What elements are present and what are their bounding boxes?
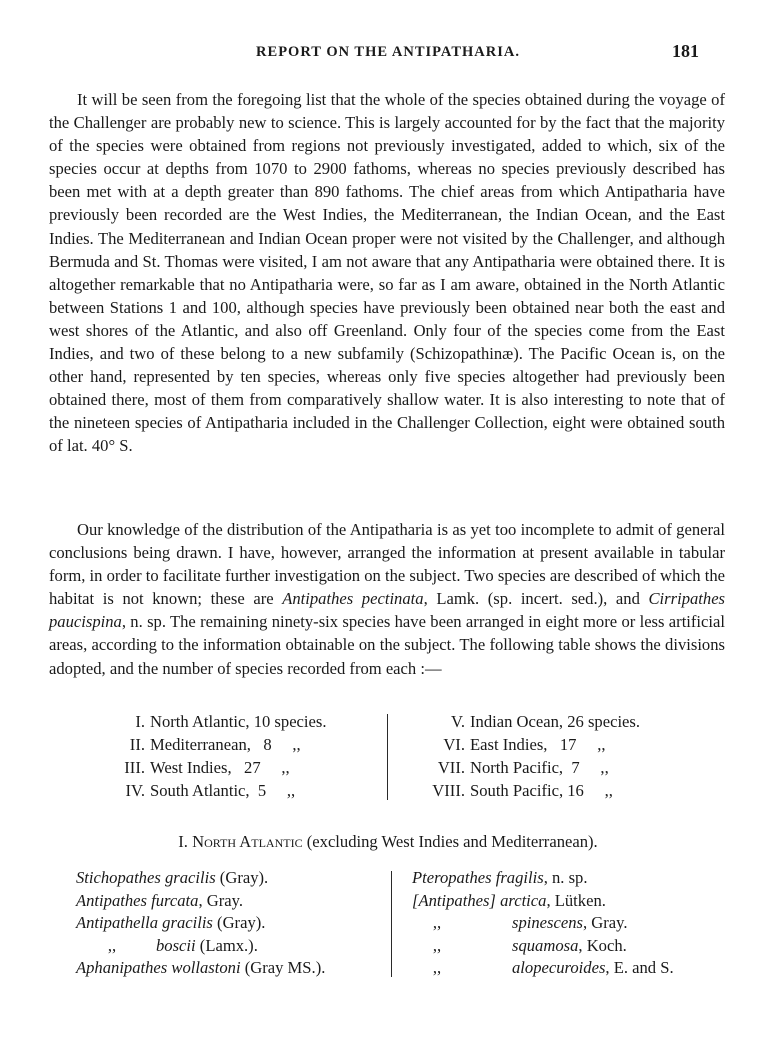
species-name: Pteropathes fragilis: [412, 868, 544, 887]
running-title: REPORT ON THE ANTIPATHARIA.: [256, 44, 520, 60]
species-authority: (Gray).: [212, 913, 266, 932]
page-number: 181: [672, 41, 699, 61]
species-right-column: [412, 867, 742, 980]
species-row: [412, 867, 742, 890]
species-row: [76, 890, 376, 913]
species-row: [76, 867, 376, 890]
paragraph-2-text-e: , n. sp. The remaining ninety-six species have been arranged in eight more or less artificial areas, according to the information obtainable on the subject. The following table shows the divisions adopted, and the number of species recorded from each :—: [49, 612, 725, 678]
species-authority: , n. sp.: [543, 868, 588, 887]
species-name: Stichopathes gracilis: [76, 868, 216, 887]
division-row: [400, 756, 680, 779]
division-row: [400, 779, 680, 802]
species-authority: , Lütken.: [546, 890, 606, 910]
species-row: [76, 912, 376, 935]
species-left-column: [76, 867, 376, 980]
species-name: Aphanipathes wollastoni: [76, 958, 241, 977]
ditto-mark: ,,: [107, 935, 117, 955]
species-name-antipathes-pectinata: Antipathes pectinata: [282, 589, 424, 609]
section-name: North Atlantic: [192, 832, 303, 851]
species-authority: (Lamx.).: [195, 935, 258, 955]
division-text: Indian Ocean, 26 species.: [470, 712, 641, 731]
division-text: East Indies, 17 ,,: [470, 735, 606, 754]
division-text: North Atlantic, 10 species.: [150, 712, 327, 731]
species-name: arctica: [500, 890, 547, 910]
species-row: [412, 957, 742, 980]
division-text: South Atlantic, 5 ,,: [150, 781, 296, 800]
division-row: [80, 733, 380, 756]
division-numeral: VI.: [443, 735, 465, 754]
species-row: [76, 935, 376, 958]
divisions-table: [0, 710, 776, 802]
paragraph-2-text-c: , Lamk. (sp. incert. sed.), and: [423, 589, 649, 609]
species-row: [412, 935, 742, 958]
section-numeral: I.: [178, 832, 188, 851]
species-name: Antipathella gracilis: [76, 913, 213, 932]
species-name-cirripathes-paucispina: Cirripathes paucispina: [49, 589, 726, 632]
species-name: alopecuroides: [512, 958, 606, 977]
paragraph-2: [49, 518, 725, 680]
species-name: boscii: [156, 935, 196, 955]
section-note: (excluding West Indies and Mediterranean).: [306, 832, 598, 851]
division-row: [400, 733, 680, 756]
division-numeral: III.: [124, 758, 145, 777]
species-authority: , Gray.: [198, 890, 243, 910]
column-divider: [387, 714, 388, 800]
ditto-mark: ,,: [432, 913, 442, 932]
species-authority: (Gray MS.).: [240, 958, 326, 977]
division-text: Mediterranean, 8 ,,: [150, 735, 301, 754]
ditto-mark: ,,: [432, 958, 442, 977]
division-numeral: II.: [129, 735, 145, 754]
paragraph-1: It will be seen from the foregoing list that the whole of the species obtained during the voyage of the Challenger are probably new to science. This is largely accounted for by the fact that the majority of the species were obtained from regions not previously investigated, added to which, six of the species occur at depths from 1070 to 2900 fathoms, whereas no species previously described has been met with at a depth greater than 890 fathoms. The chief areas from which Antipatharia have previously been recorded are the West Indies, the Mediterranean, the Indian Ocean, and the East Indies. The Mediterranean and Indian Ocean proper were not visited by the Challenger, and although Bermuda and St. Thomas were visited, I am not aware that any Antipatharia were obtained there. It is altogether remarkable that no Antipatharia were, so far as I am aware, obtained in the North Atlantic between Stations 1 and 100, although species have previously been obtained near both the east and west shores of the Atlantic, and also off Greenland. Only four of the species come from the East Indies, and two of these belong to a new subfamily (Schizopathinæ). The Pacific Ocean is, on the other hand, represented by ten species, whereas only five species altogether had previously been obtained there, most of them from comparatively shallow water. It is also interesting to note that of the nineteen species of Antipatharia included in the Challenger Collection, eight were obtained south of lat. 40° S.: [49, 90, 725, 456]
species-authority: , Gray.: [582, 913, 628, 932]
division-row: [400, 710, 680, 733]
species-authority: , Koch.: [578, 935, 627, 955]
species-table: [0, 867, 776, 982]
division-text: North Pacific, 7 ,,: [470, 758, 609, 777]
ditto-mark: ,,: [432, 935, 442, 955]
division-row: [80, 710, 380, 733]
species-authority: (Gray).: [215, 868, 269, 887]
division-numeral: I.: [135, 712, 145, 731]
column-divider: [391, 871, 392, 977]
division-numeral: VII.: [437, 758, 465, 777]
paragraph-2-text-a: Our knowledge of the distribution of the Antipatharia is as yet too incomplete to admit of general conclusions being drawn. I have, however, arranged the information at present available in tabular form, in order to facilitate further investigation on the subject. Two species are described of which the habitat is not known; these are: [49, 520, 725, 609]
division-numeral: IV.: [125, 781, 145, 800]
division-numeral: VIII.: [432, 781, 465, 800]
division-row: [80, 756, 380, 779]
section-heading: [0, 832, 776, 852]
division-row: [80, 779, 380, 802]
divisions-right-column: [400, 710, 680, 802]
species-authority: , E. and S.: [605, 958, 674, 977]
species-name: spinescens: [512, 913, 583, 932]
species-row: [76, 957, 376, 980]
division-text: West Indies, 27 ,,: [150, 758, 290, 777]
division-text: South Pacific, 16 ,,: [470, 781, 613, 800]
species-name: Antipathes furcata: [76, 890, 199, 910]
divisions-left-column: [80, 710, 380, 802]
species-name: squamosa: [512, 935, 579, 955]
species-row: [412, 890, 742, 913]
division-numeral: V.: [451, 712, 465, 731]
genus-bracket: [Antipathes]: [412, 890, 496, 910]
species-row: [412, 912, 742, 935]
